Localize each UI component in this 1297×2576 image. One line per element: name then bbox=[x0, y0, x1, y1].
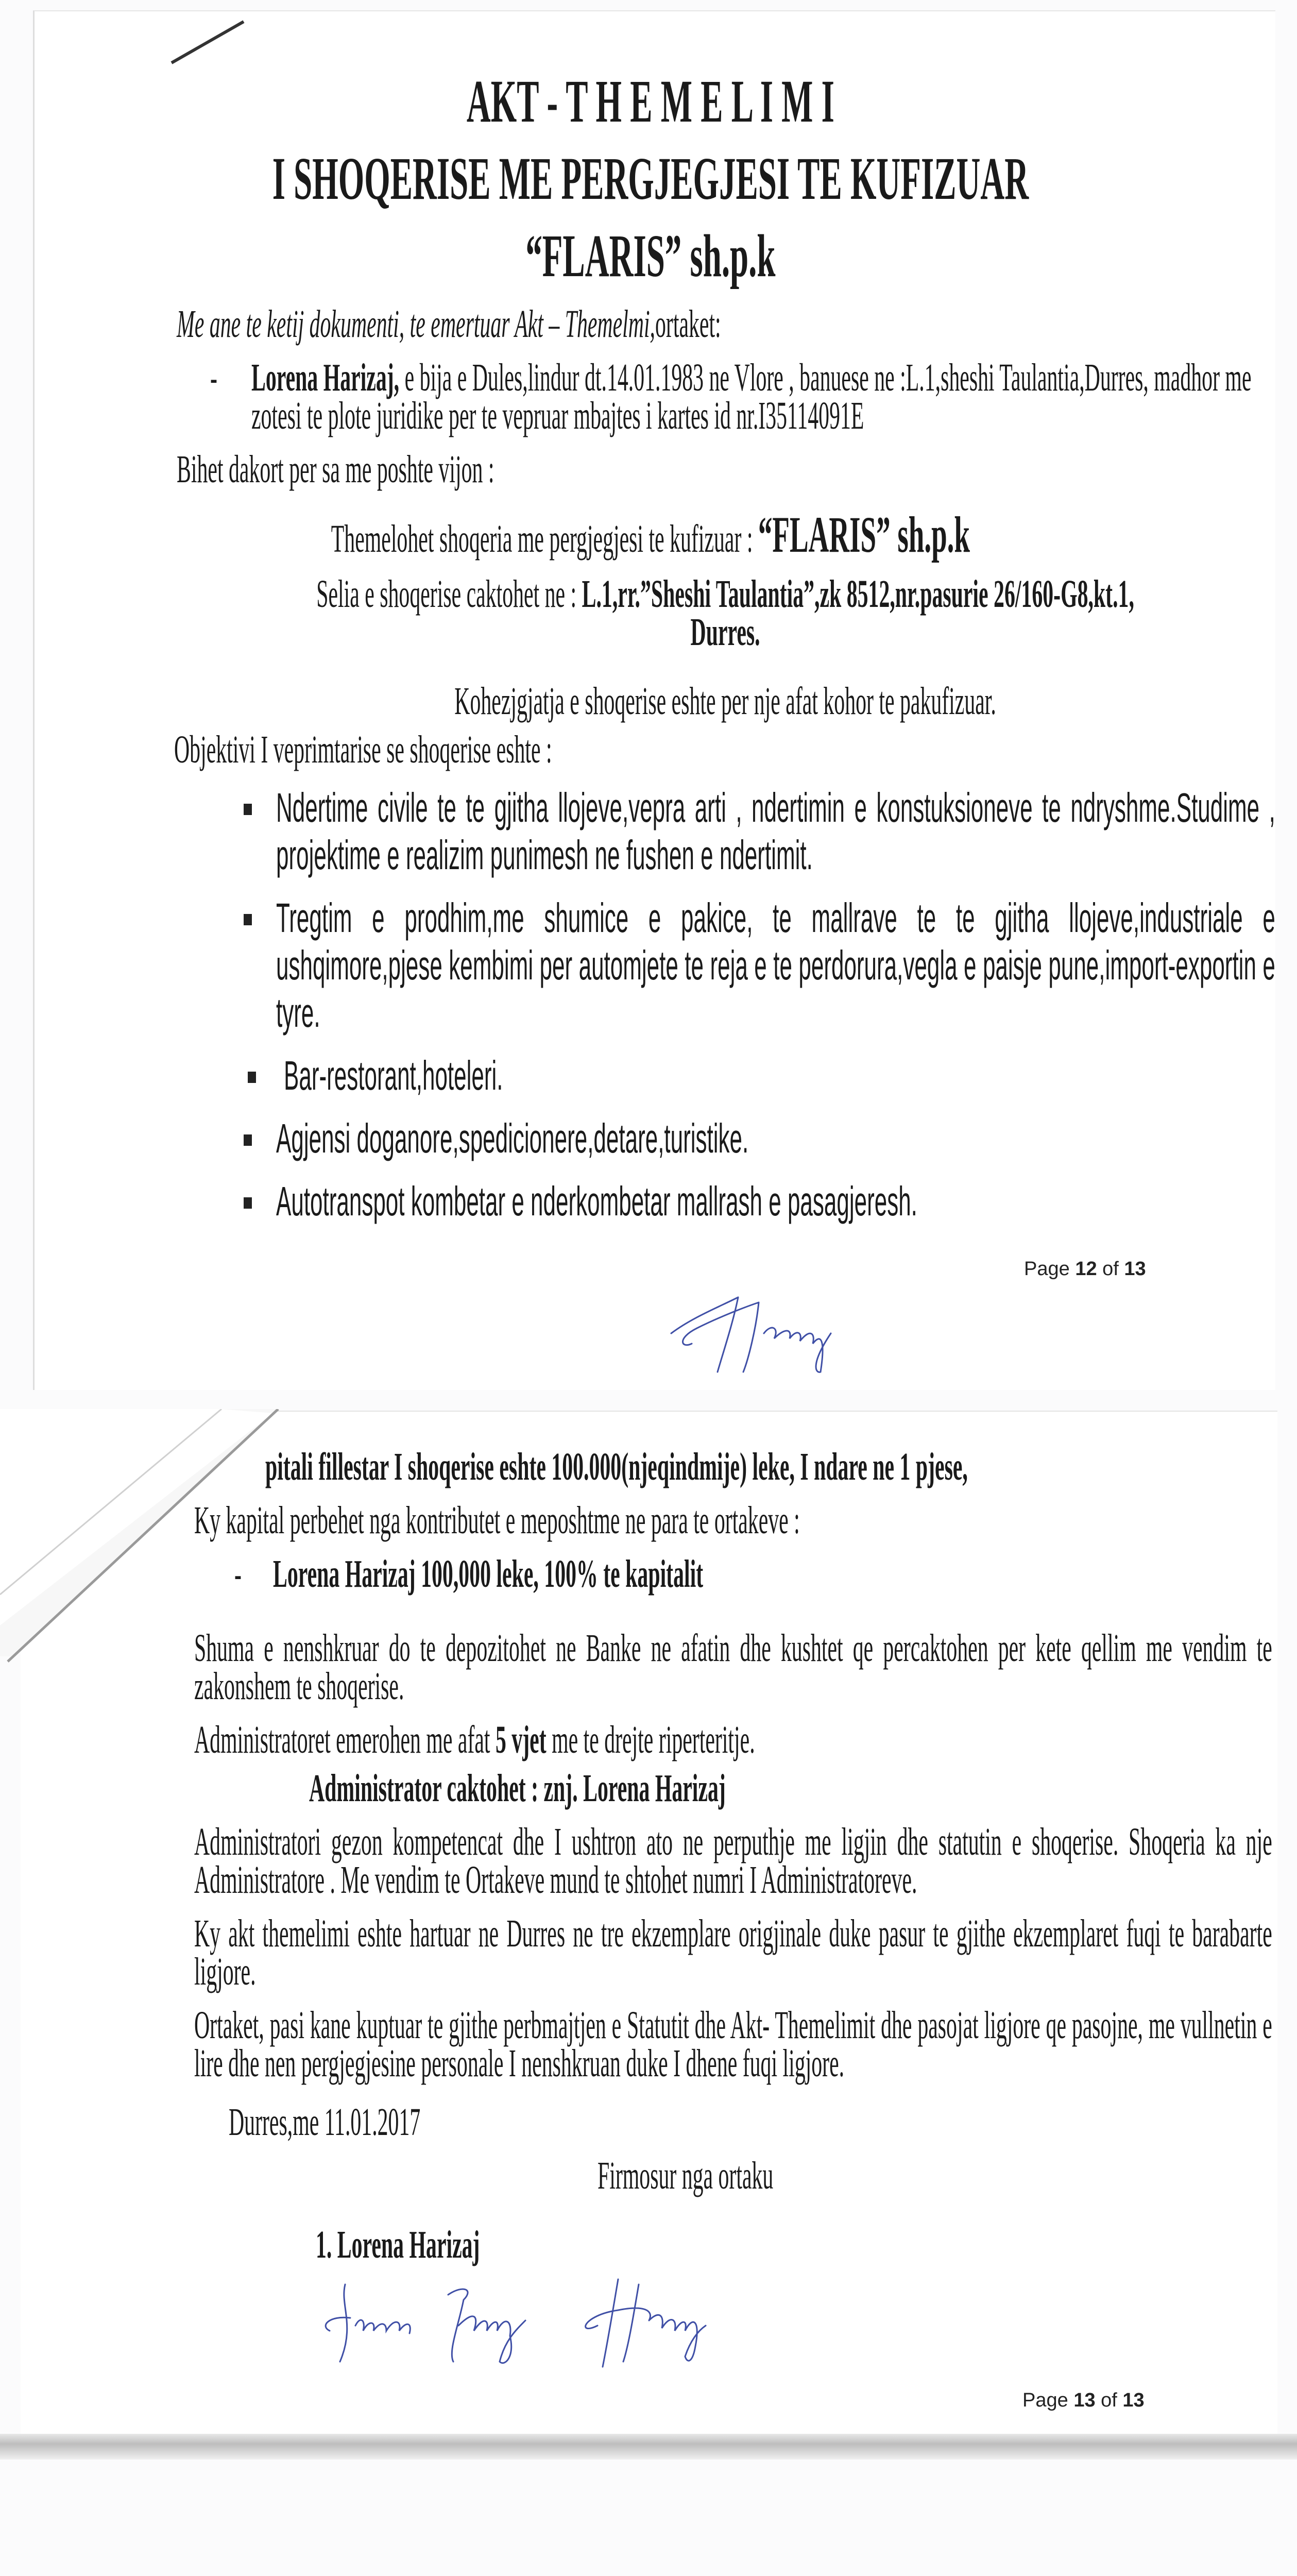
page-number: Page 13 of 13 bbox=[1022, 2389, 1145, 2411]
place-date: Durres,me 11.01.2017 bbox=[229, 2100, 421, 2144]
seat-city: Durres. bbox=[690, 611, 760, 654]
signature-initials bbox=[661, 1287, 857, 1375]
objectives-label: Objektivi I veprimtarise se shoqerise eshte : bbox=[174, 728, 552, 771]
intro-rest: ortaket: bbox=[655, 302, 721, 346]
objective-item: Bar-restorant,hoteleri. bbox=[284, 1052, 1262, 1099]
title-line-2: I SHOQERISE ME PERGJEGJESI TE KUFIZUAR bbox=[272, 145, 1029, 212]
admin-term: Administratoret emerohen me afat 5 vjet me te drejte riperteritje. bbox=[194, 1718, 755, 1761]
seat-label: Selia e shoqerise caktohet ne : bbox=[316, 572, 582, 616]
bullet-icon bbox=[244, 914, 252, 925]
intro-paragraph bbox=[177, 302, 1274, 346]
administrator-appointment: Administrator caktohet : znj. Lorena Harizaj bbox=[309, 1767, 726, 1810]
seat-address: L.1,rr.”Sheshi Taulantia”,zk 8512,nr.pasurie 26/160-G8,kt.1, bbox=[582, 572, 1134, 616]
duration-text: Kohezjgjatja e shoqerise eshte per nje afat kohor te pakufizuar. bbox=[454, 680, 996, 723]
founding-company: “FLARIS” sh.p.k bbox=[758, 506, 970, 563]
page-number: Page 12 of 13 bbox=[1024, 1258, 1146, 1280]
document-page-13 bbox=[21, 1411, 1277, 2434]
objectives-list bbox=[35, 784, 1275, 1225]
signed-by-label: Firmosur nga ortaku bbox=[598, 2154, 774, 2197]
objective-item: Autotranspot kombetar e nderkombetar mallrash e pasagjeresh. bbox=[276, 1178, 1275, 1225]
intro-italic: Me ane te ketij dokumenti, te emertuar Akt – Themelmi, bbox=[177, 302, 656, 346]
title-line-3: “FLARIS” sh.p.k bbox=[525, 222, 776, 290]
signatory-name: 1. Lorena Harizaj bbox=[316, 2223, 480, 2266]
pen-mark bbox=[166, 16, 249, 68]
bullet-icon bbox=[244, 804, 252, 815]
objective-item: Agjensi doganore,spedicionere,detare,turistike. bbox=[276, 1115, 1275, 1162]
agreement-text: Bihet dakort per sa me poshte vijon : bbox=[177, 448, 494, 491]
scan-bottom-edge bbox=[0, 2434, 1297, 2460]
founder-details: e bija e Dules,lindur dt.14.01.1983 ne Vlore , banuese ne :L.1,sheshi Taulantia,Durres, madhor me zotesi te plote juridike per te vepruar mbajtes i kartes id nr.I35114091E bbox=[251, 356, 1252, 437]
admin-powers-paragraph: Administratori gezon kompetencat dhe I ushtron ato ne perputhje me ligjin dhe statutin e shoqerise. Shoqeria ka nje Administratore . Me vendim te Ortakeve mund te shtohet numri I Administratoreve. bbox=[194, 1820, 1272, 1902]
deposit-paragraph: Shuma e nenshkruar do te depozitohet ne Banke ne afatin dhe kushtet qe percaktohen per kete qellim me vendim te zakonshem te shoqerise. bbox=[194, 1626, 1272, 1708]
declaration-paragraph: Ortaket, pasi kane kuptuar te gjithe perbmajtjen e Statutit dhe Akt- Themelimit dhe pasojat ligjore qe pasojne, me vullnetin e lire dhe nen pergjegjesine personale I nenshkruan duke I dhene fuqi ligjore. bbox=[194, 2004, 1272, 2085]
objective-item: Tregtim e prodhim,me shumice e pakice, te mallrave te te gjitha llojeve,industriale e ushqimore,pjese kembimi per automjete te reja e te perdorura,vegla e paisje pune,import-exportin e tyre. bbox=[276, 894, 1275, 1037]
contribution-item: - Lorena Harizaj 100,000 leke, 100% te kapitalit bbox=[234, 1552, 704, 1596]
contribution-dash: - bbox=[234, 1552, 242, 1596]
founder-dash: - bbox=[210, 356, 217, 399]
founding-statement bbox=[135, 506, 1166, 565]
seat-statement bbox=[177, 572, 1274, 616]
founder-item bbox=[210, 356, 1271, 437]
bullet-icon bbox=[244, 1134, 252, 1146]
capital-statement: pitali fillestar I shoqerise eshte 100.000(njeqindmije) leke, I ndare ne 1 pjese, bbox=[265, 1445, 968, 1488]
document-page-12 bbox=[33, 10, 1275, 1390]
copies-paragraph: Ky akt themelimi eshte hartuar ne Durres ne tre ekzemplare origjinale duke pasur te gjithe ekzemplaret fuqi te barabarte ligjore. bbox=[194, 1912, 1272, 1993]
founder-name: Lorena Harizaj, bbox=[251, 356, 400, 399]
bullet-icon bbox=[248, 1072, 256, 1083]
bullet-icon bbox=[244, 1197, 252, 1209]
title-line-1: AKT - T H E M E L I M I bbox=[466, 67, 834, 135]
founding-text: Themelohet shoqeria me pergjegjesi te kufizuar : bbox=[331, 517, 758, 561]
signature bbox=[309, 2269, 824, 2372]
objective-item: Ndertime civile te te gjitha llojeve,vepra arti , ndertimin e konstuksioneve te ndryshme.Studime , projektime e realizim punimesh ne fushen e ndertimit. bbox=[276, 784, 1275, 879]
contribution-intro: Ky kapital perbehet nga kontributet e meposhtme ne para te ortakeve : bbox=[194, 1499, 800, 1542]
